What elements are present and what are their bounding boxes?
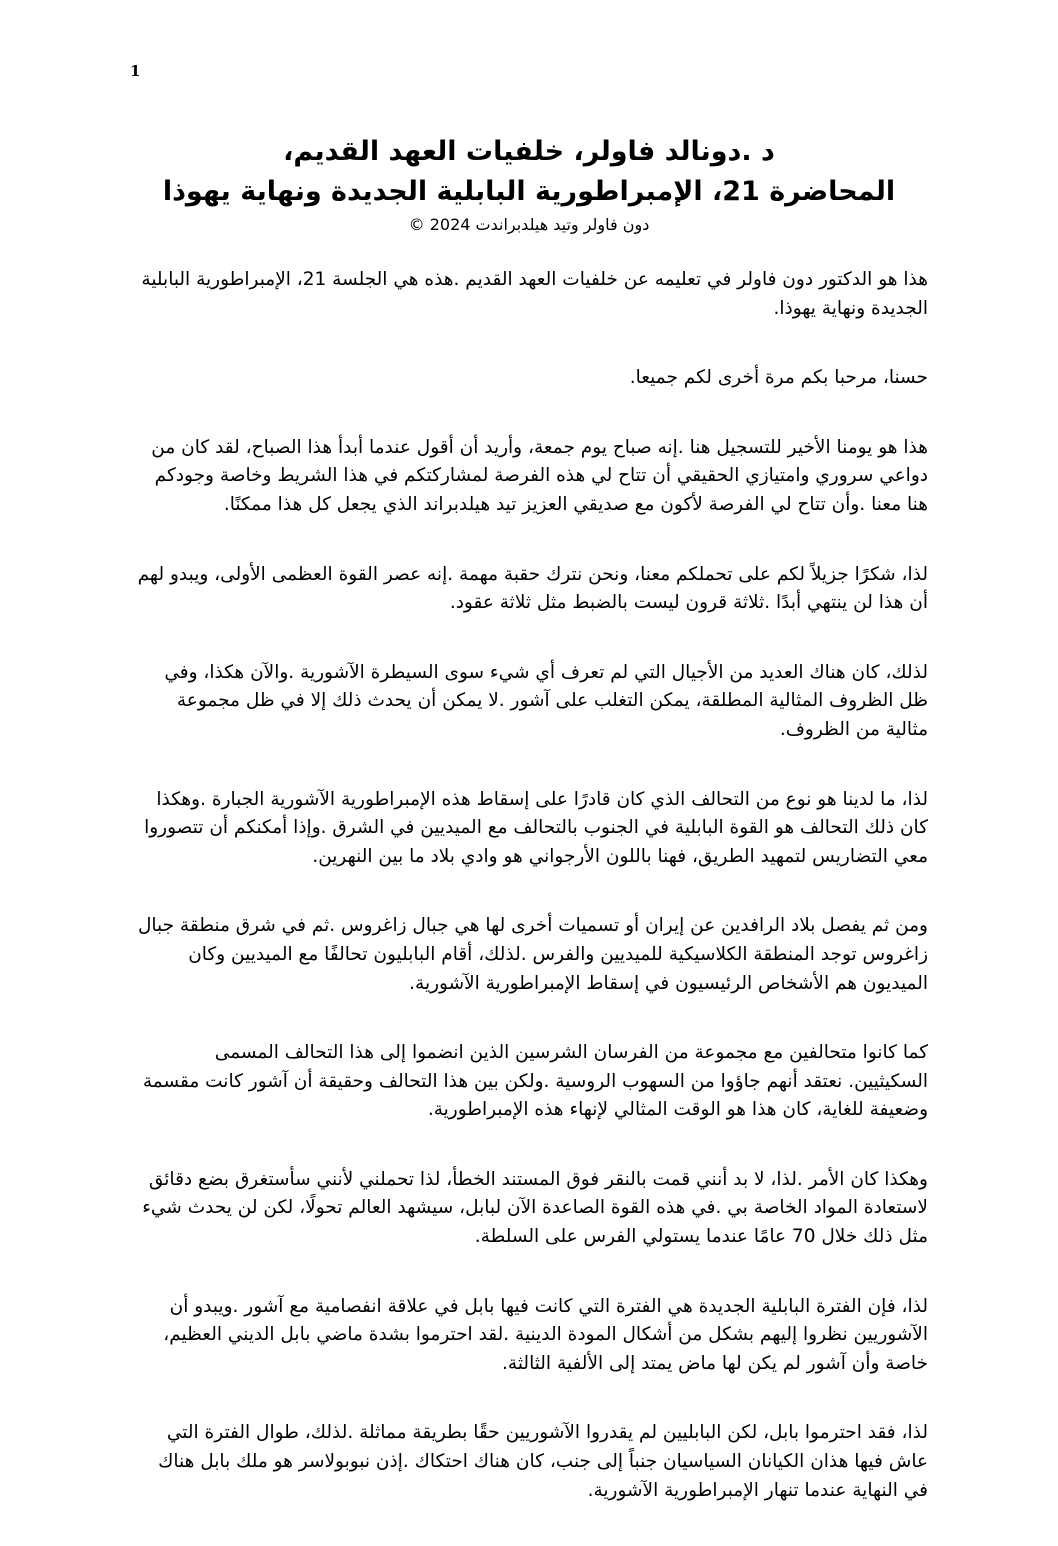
paragraph: لذا، فقد احترموا بابل، لكن البابليين لم يقدروا الآشوريين حقًا بطريقة مماثلة .لذلك، طوال الفترة التي عاش فيها هذان الكيانان السياسيان جنباً إلى جنب، كان هناك احتكاك .إذن نبوبولاسر هو ملك بابل هناك في النهاية عندما تنهار الإمبراطورية الآشورية. (158, 1422, 928, 1501)
paragraph: وهكذا كان الأمر .لذا، لا بد أنني قمت بالنقر فوق المستند الخطأ، لذا تحملني لأنني سأستغرق بضع دقائق لاستعادة المواد الخاصة بي .في هذه القوة الصاعدة الآن لبابل، سيشهد العالم تحولًا، لكن لن يحدث شيء مثل ذلك خلال 70 عامًا عندما يستولي الفرس على السلطة. (142, 1168, 928, 1248)
paragraph: هذا هو الدكتور دون فاولر في تعليمه عن خلفيات العهد القديم .هذه هي الجلسة 21، الإمبراطورية البابلية الجديدة ونهاية يهوذا. (141, 269, 928, 319)
body-text (130, 266, 928, 1546)
paragraph: لذا، ما لدينا هو نوع من التحالف الذي كان قادرًا على إسقاط هذه الإمبراطورية الآشورية الجبارة .وهكذا كان ذلك التحالف هو القوة البابلية في الجنوب بالتحالف مع الميديين في الشرق .وإذا أمكنكم أن تتصوروا معي التضاريس لتمهيد الطريق، فهنا باللون الأرجواني هو وادي بلاد ما بين النهرين. (144, 788, 928, 867)
paragraph: ومن ثم يفصل بلاد الرافدين عن إيران أو تسميات أخرى لها هي جبال زاغروس .ثم في شرق منطقة جبال زاغروس توجد المنطقة الكلاسيكية للميديين والفرس .لذلك، أقام البابليون تحالفًا مع الميديين وكان الميديون هم الأشخاص الرئيسيون في إسقاط الإمبراطورية الآشورية. (137, 915, 928, 994)
paragraph: حسنا، مرحبا بكم مرة أخرى لكم جميعا. (629, 367, 928, 389)
title-line-2: المحاضرة 21، الإمبراطورية البابلية الجديدة ونهاية يهوذا (162, 176, 896, 207)
title-line-1: د .دونالد فاولر، خلفيات العهد القديم، (283, 136, 775, 167)
paragraph: لذا، شكرًا جزيلاً لكم على تحملكم معنا، ونحن نترك حقبة مهمة .إنه عصر القوة العظمى الأولى، ويبدو لهم أن هذا لن ينتهي أبدًا .ثلاثة قرون ليست بالضبط مثل ثلاثة عقود. (137, 563, 928, 614)
title-block (150, 132, 908, 238)
paragraph: لذا، فإن الفترة البابلية الجديدة هي الفترة التي كانت فيها بابل في علاقة انفصامية مع آشور .ويبدو أن الآشوريين نظروا إليهم بشكل من أشكال المودة الدينية .لقد احترموا بشدة ماضي بابل الديني العظيم، خاصة وأن آشور لم يكن لها ماض يمتد إلى الألفية الثالثة. (163, 1295, 928, 1374)
page-number: 1 (130, 62, 141, 80)
paragraph: كما كانوا متحالفين مع مجموعة من الفرسان الشرسين الذين انضموا إلى هذا التحالف المسمى السكيثيين. نعتقد أنهم جاؤوا من السهوب الروسية .ولكن بين هذا التحالف وحقيقة أن آشور كانت مقسمة وضعيفة للغاية، كان هذا هو الوقت المثالي لإنهاء هذه الإمبراطورية. (142, 1042, 928, 1121)
paragraph: هذا هو يومنا الأخير للتسجيل هنا .إنه صباح يوم جمعة، وأريد أن أقول عندما أبدأ هذا الصباح، لقد كان من دواعي سروري وامتيازي الحقيقي أن تتاح لي هذه الفرصة لمشاركتكم في هذا الشريط وخاصة وجودكم هنا معنا .وأن تتاح لي الفرصة لأكون مع صديقي العزيز تيد هيلدبراند الذي يجعل كل هذا ممكنًا. (151, 436, 928, 515)
copyright-line: دون فاولر وتيد هيلدبراندت 2024 © (408, 215, 650, 234)
paragraph: لذلك، كان هناك العديد من الأجيال التي لم تعرف أي شيء سوى السيطرة الآشورية .والآن هكذا، وفي ظل الظروف المثالية المطلقة، يمكن التغلب على آشور .لا يمكن أن يحدث ذلك إلا في ظل مجموعة مثالية من الظروف. (164, 661, 928, 740)
